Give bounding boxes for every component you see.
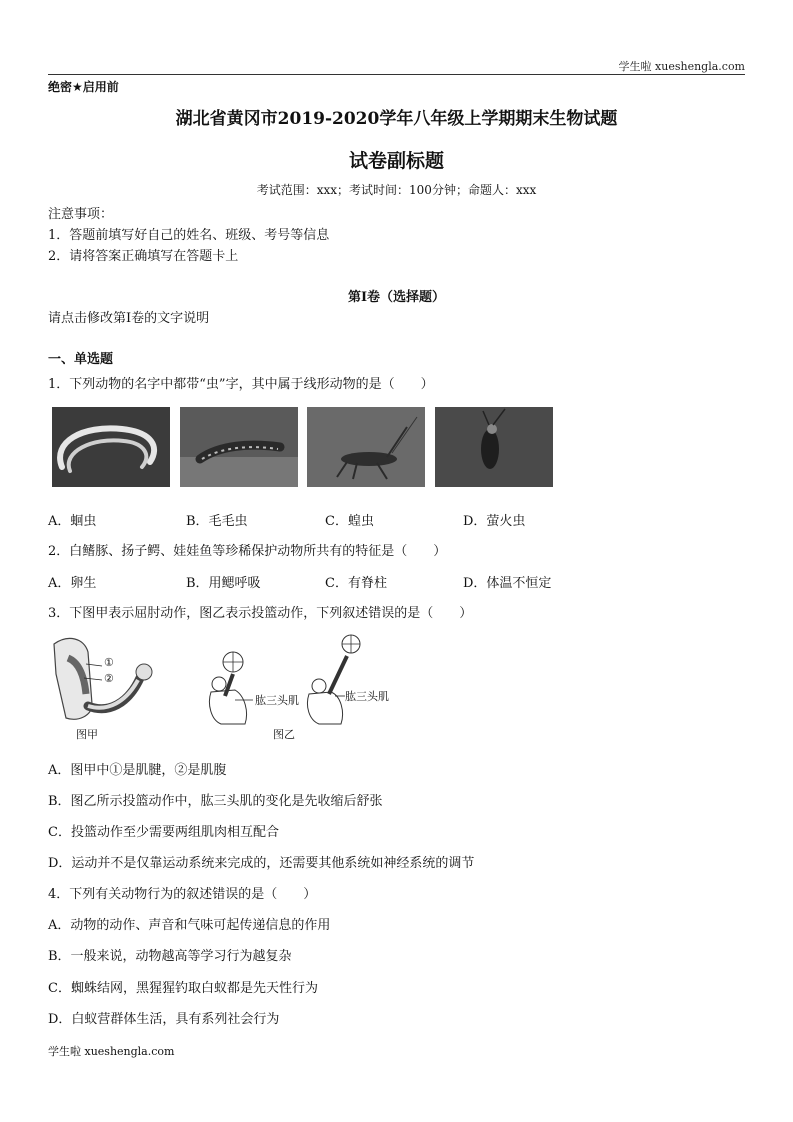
option[interactable]: A．蛔虫 — [48, 514, 97, 529]
exam-info: 考试范围：xxx；考试时间：100分钟；命题人：xxx — [256, 183, 537, 197]
option[interactable]: C．投篮动作至少需要两组肌肉相互配合 — [48, 825, 279, 840]
locust-photo — [307, 407, 425, 487]
notice-item: 2．请将答案正确填写在答题卡上 — [48, 249, 239, 264]
option[interactable]: C．蝗虫 — [325, 514, 374, 529]
option[interactable]: B．用鳃呼吸 — [186, 576, 261, 591]
figure-basketball-shot — [205, 634, 405, 742]
basketball-illustration — [205, 634, 405, 726]
option[interactable]: A．图甲中①是肌腱，②是肌腹 — [48, 763, 227, 778]
figure-muscle-label: 肱三头肌 — [345, 690, 389, 703]
question-stem: 1．下列动物的名字中都带“虫”字，其中属于线形动物的是（ ） — [48, 377, 434, 392]
question-stem: 3．下图甲表示屈肘动作，图乙表示投篮动作，下列叙述错误的是（ ） — [48, 606, 473, 621]
arm-illustration — [48, 634, 158, 726]
option[interactable]: D．运动并不是仅靠运动系统来完成的，还需要其他系统如神经系统的调节 — [48, 856, 475, 871]
page-subtitle: 试卷副标题 — [348, 150, 444, 172]
secret-mark: 绝密★启用前 — [48, 80, 119, 94]
option[interactable]: D．萤火虫 — [463, 514, 526, 529]
question-stem: 4．下列有关动物行为的叙述错误的是（ ） — [48, 887, 317, 902]
firefly-photo — [435, 407, 553, 487]
figure-label-1: ① — [104, 656, 114, 669]
figure-caption-b: 图乙 — [273, 728, 295, 741]
footer-site: 学生啦 xueshengla.com — [48, 1045, 175, 1058]
option[interactable]: C．有脊柱 — [325, 576, 387, 591]
option[interactable]: D．体温不恒定 — [463, 576, 552, 591]
option[interactable]: A．动物的动作、声音和气味可起传递信息的作用 — [48, 918, 331, 933]
option[interactable]: B．一般来说，动物越高等学习行为越复杂 — [48, 949, 292, 964]
option[interactable]: A．卵生 — [48, 576, 97, 591]
question-stem: 2．白鳍豚、扬子鳄、娃娃鱼等珍稀保护动物所共有的特征是（ ） — [48, 544, 447, 559]
header-site: 学生啦 xueshengla.com — [618, 60, 745, 73]
option[interactable]: B．毛毛虫 — [186, 514, 248, 529]
option[interactable]: D．白蚁营群体生活，具有系列社会行为 — [48, 1012, 280, 1027]
caterpillar-photo — [180, 407, 298, 487]
option[interactable]: C．蜘蛛结网，黑猩猩钓取白蚁都是先天性行为 — [48, 981, 318, 996]
part-heading: 第I卷（选择题） — [347, 290, 446, 305]
figure-label-2: ② — [104, 672, 114, 685]
header-divider — [48, 74, 745, 75]
figure-arm-flexion — [48, 634, 158, 742]
part-note: 请点击修改第I卷的文字说明 — [48, 311, 210, 326]
page-title: 湖北省黄冈市2019-2020学年八年级上学期期末生物试题 — [175, 109, 618, 129]
section-heading: 一、单选题 — [48, 352, 114, 367]
roundworm-photo — [52, 407, 170, 487]
notice-item: 1．答题前填写好自己的姓名、班级、考号等信息 — [48, 228, 330, 243]
option[interactable]: B．图乙所示投篮动作中，肱三头肌的变化是先收缩后舒张 — [48, 794, 383, 809]
figure-muscle-label: 肱三头肌 — [255, 694, 299, 707]
notice-heading: 注意事项： — [48, 207, 114, 222]
figure-caption-a: 图甲 — [76, 728, 98, 741]
